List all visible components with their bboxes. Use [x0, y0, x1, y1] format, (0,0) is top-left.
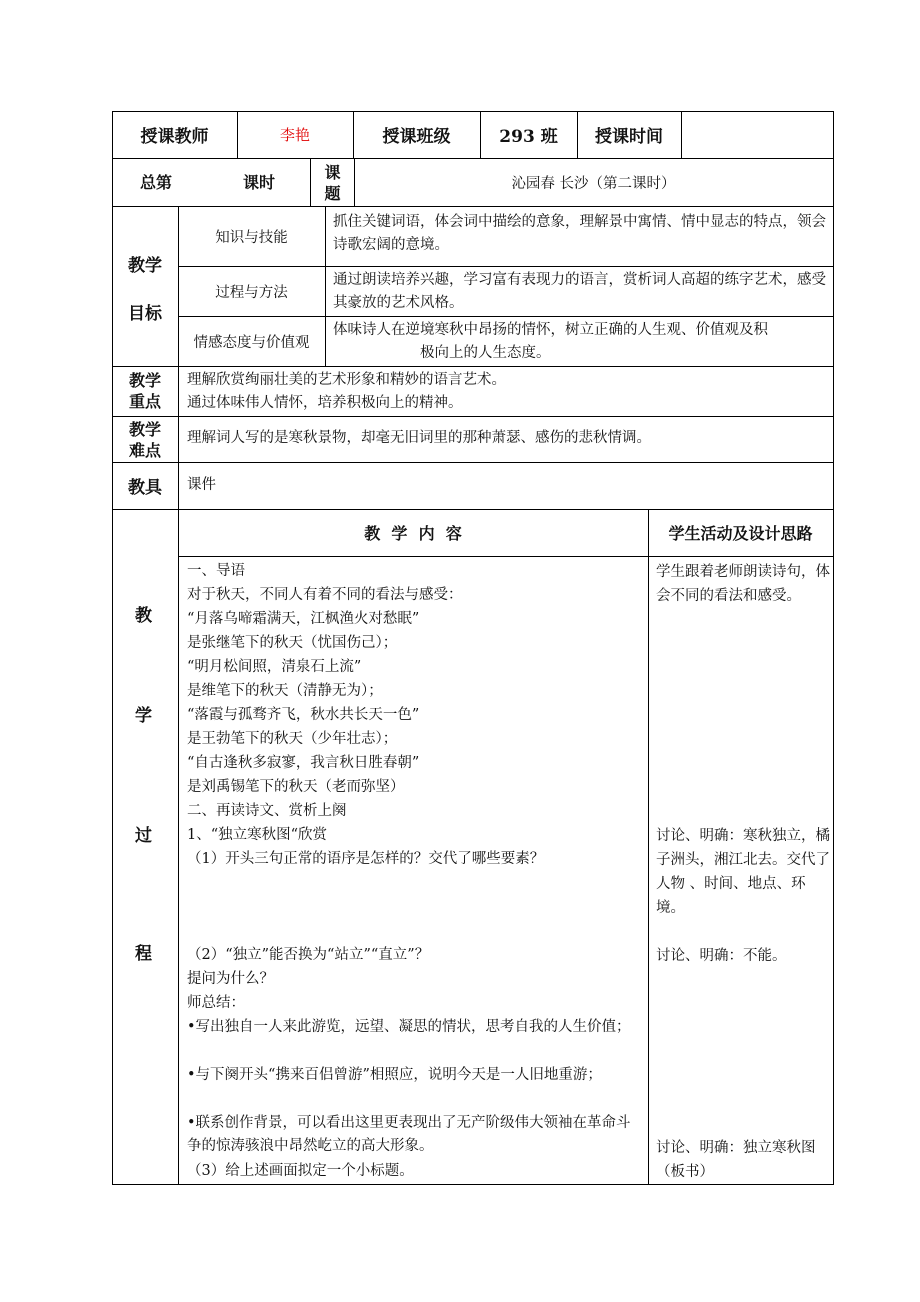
- objectives-label: 教学目标: [128, 256, 162, 324]
- content-line: （1）开头三句正常的语序是怎样的？交代了哪些要素？: [187, 851, 545, 867]
- activity-2: 讨论、明确：寒秋独立，橘子洲头，湘江北去。交代了人物 、时间、地点、环境。: [656, 828, 830, 916]
- topic-value: 沁园春 长沙（第二课时）: [511, 175, 676, 192]
- key-point-1: 理解欣赏绚丽壮美的艺术形象和精妙的语言艺术。: [187, 372, 506, 388]
- activity-3: 讨论、明确：不能。: [656, 948, 787, 964]
- content-line: •联系创作背景，可以看出这里更表现出了无产阶级伟大领袖在革命斗争的惊涛骇浪中昂然屹立的高大形象。: [187, 1115, 631, 1154]
- activity-4: 讨论、明确：独立寒秋图（板书）: [656, 1140, 816, 1180]
- class-value: 293 班: [499, 127, 558, 147]
- period-label: 课时: [243, 173, 276, 192]
- teacher-label: 授课教师: [140, 127, 209, 147]
- key-points-label: 教学重点: [128, 371, 161, 411]
- content-line: •写出独自一人来此游览，远望、凝思的情状，思考自我的人生价值；: [187, 1019, 631, 1035]
- objective-text-process: 通过朗读培养兴趣，学习富有表现力的语言，赏析词人高超的练字艺术，感受其豪放的艺术风格。: [333, 272, 826, 311]
- process-label-char-4: 程: [135, 944, 152, 964]
- content-header: 教 学 内 容: [364, 524, 462, 543]
- content-line: 是王勃笔下的秋天（少年壮志）；: [187, 731, 398, 747]
- content-line: 二、再读诗文、赏析上阕: [187, 803, 347, 819]
- content-line: 一、导语: [187, 563, 245, 579]
- content-line: 1、“独立寒秋图“欣赏: [187, 827, 328, 843]
- content-line: 对于秋天，不同人有着不同的看法与感受：: [187, 587, 463, 603]
- objective-text-attitude-line2: 极向上的人生态度。: [420, 345, 551, 361]
- content-line: 师总结：: [187, 995, 245, 1011]
- topic-label: 课题: [324, 163, 341, 203]
- content-line: 是张继笔下的秋天（忧国伤己）；: [187, 635, 398, 651]
- teacher-name: 李艳: [279, 126, 310, 144]
- process-label-char-1: 教: [135, 606, 152, 626]
- total-label: 总第: [140, 173, 173, 192]
- content-line: 是维笔下的秋天（清静无为）；: [187, 683, 383, 699]
- process-label-char-2: 学: [135, 706, 152, 726]
- time-label: 授课时间: [595, 127, 663, 147]
- objective-text-attitude-line1: 体味诗人在逆境寒秋中昂扬的情怀，树立正确的人生观、价值观及积: [333, 322, 768, 338]
- class-label: 授课班级: [382, 127, 451, 147]
- content-line: “自古逢秋多寂寥，我言秋日胜春朝”: [187, 755, 420, 771]
- content-line: 提问为什么？: [187, 971, 274, 987]
- difficulties-text: 理解词人写的是寒秋景物，却毫无旧词里的那种萧瑟、感伤的悲秋情调。: [187, 430, 651, 446]
- objective-name-attitude: 情感态度与价值观: [193, 334, 310, 351]
- content-line: “明月松间照，清泉石上流”: [187, 659, 362, 675]
- tools-label: 教具: [128, 478, 162, 498]
- objective-name-knowledge: 知识与技能: [215, 229, 288, 246]
- tools-value: 课件: [187, 477, 216, 493]
- content-line: （3）给上述画面拟定一个小标题。: [187, 1163, 414, 1179]
- activity-1: 学生跟着老师朗读诗句，体会不同的看法和感受。: [656, 564, 830, 604]
- key-point-2: 通过体味伟人情怀，培养积极向上的精神。: [187, 395, 463, 411]
- activity-header: 学生活动及设计思路: [668, 524, 813, 543]
- content-line: （2）“独立”能否换为“站立”“直立”？: [187, 947, 430, 963]
- content-line: “落霞与孤骛齐飞，秋水共长天一色”: [187, 707, 420, 723]
- process-label-char-3: 过: [135, 826, 152, 846]
- objective-name-process: 过程与方法: [215, 284, 288, 301]
- content-line: 是刘禹锡笔下的秋天（老而弥坚）: [187, 779, 405, 795]
- content-line: “月落乌啼霜满天，江枫渔火对愁眠”: [187, 611, 420, 627]
- content-line: •与下阕开头“携来百侣曾游”相照应，说明今天是一人旧地重游；: [187, 1067, 602, 1083]
- objective-text-knowledge: 抓住关键词语，体会词中描绘的意象，理解景中寓情、情中显志的特点，领会诗歌宏阔的意境。: [333, 214, 826, 253]
- difficulties-label: 教学难点: [128, 419, 161, 460]
- time-value: [681, 111, 833, 158]
